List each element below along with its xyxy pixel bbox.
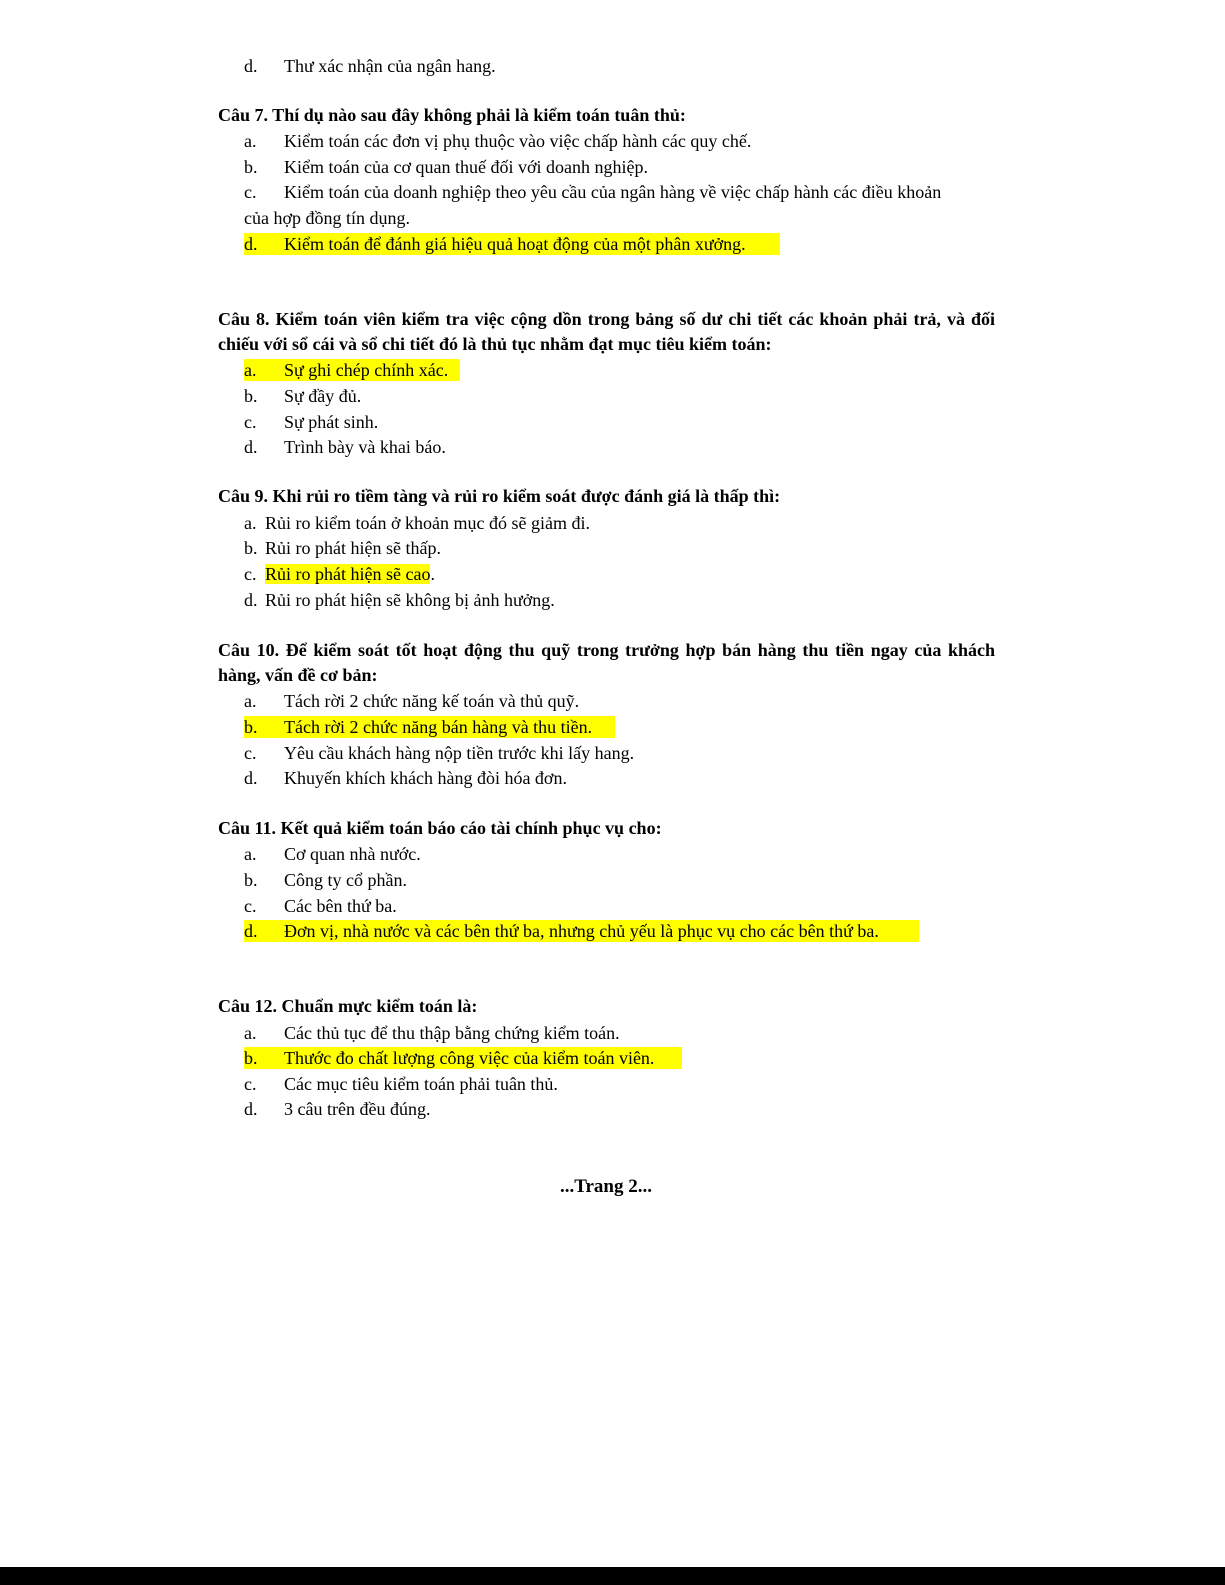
question-11-title: Câu 11. Kết quả kiểm toán báo cáo tài chính phục vụ cho: bbox=[218, 818, 662, 838]
document-page: d. Thư xác nhận của ngân hang. Câu 7. Thí dụ nào sau đây không phải là kiểm toán tuân thủ: a. Kiểm toán các đơn vị phụ thuộc vào việc chấp hành các quy chế. b. Kiểm toán của cơ quan thuế đối với doanh nghiệp. c. Kiểm toán của doanh nghiệp theo yêu cầu của ngân hàng về việc chấp hành các điều khoản của hợp đồng tín dụng. d. Kiểm toán để đánh giá hiệu quả hoạt động của một phân xưởng. Câu 8. Kiểm toán viên kiểm tra việc cộng dồn trong bảng số dư chi tiết các khoản phải trả, và đối chiếu với sổ cái và sổ chi tiết đó là thủ tục nhằm đạt mục tiêu kiểm toán: a. Sự ghi chép chính xác. b. Sự đầy đủ. c. Sự phát sinh. d. Trình bày và khai báo. Câu 9. Khi rủi ro tiềm tàng và rủi ro kiểm soát được đánh giá là thấp thì: a. Rủi ro kiểm toán ở khoản mục đó sẽ giảm đi. b. Rủi ro phát hiện sẽ thấp. c. Rủi ro phát hiện sẽ cao. d. Rủi ro phát hiện sẽ không bị ảnh hưởng. Câu 10. Để kiểm soát tốt hoạt động thu quỹ trong trưởng hợp bán hàng thu tiền ngay của khách hàng, vấn đề cơ bản: a. Tách rời 2 chức năng kế toán và thủ quỹ. b. Tách rời 2 chức năng bán hàng và thu tiền. c. Yêu cầu khách hàng nộp tiền trước khi lấy hang. d. Khuyến khích khách hàng đòi hóa đơn. Câu 11. Kết quả kiểm toán báo cáo tài chính phục vụ cho: a. Cơ quan nhà nước. b. Công ty cổ phần. c. Các bên thứ ba. d. Đơn vị, nhà nước và các bên thứ ba, nhưng chủ yếu là phục vụ cho các bên thứ ba. Câu 12. Chuẩn mực kiểm toán là: a. Các thủ tục để thu thập bằng chứng kiểm toán. b. Thước đo chất lượng công việc của kiểm toán viên. c. Các mục tiêu kiểm toán phải tuân thủ. d. 3 câu trên đều đúng. ...Trang 2... bbox=[0, 0, 1225, 1585]
question-12-title: Câu 12. Chuẩn mực kiểm toán là: bbox=[218, 996, 478, 1016]
page-number-footer: ...Trang 2... bbox=[559, 1176, 652, 1197]
bottom-edge-bar bbox=[0, 1567, 1225, 1585]
question-10-title: Câu 10. Để kiểm soát tốt hoạt động thu quỹ trong trưởng hợp bán hàng thu tiền ngay của khách hàng, vấn đề cơ bản: bbox=[218, 640, 995, 685]
highlight-mark: Rủi ro phát hiện sẽ cao bbox=[265, 564, 431, 584]
question-9-title: Câu 9. Khi rủi ro tiềm tàng và rủi ro kiểm soát được đánh giá là thấp thì: bbox=[218, 486, 781, 506]
question-7-title: Câu 7. Thí dụ nào sau đây không phải là kiểm toán tuân thủ: bbox=[218, 105, 686, 125]
question-8-title: Câu 8. Kiểm toán viên kiểm tra việc cộng dồn trong bảng số dư chi tiết các khoản phải trả, và đối chiếu với sổ cái và sổ chi tiết đó là thủ tục nhằm đạt mục tiêu kiểm toán: bbox=[218, 309, 995, 354]
